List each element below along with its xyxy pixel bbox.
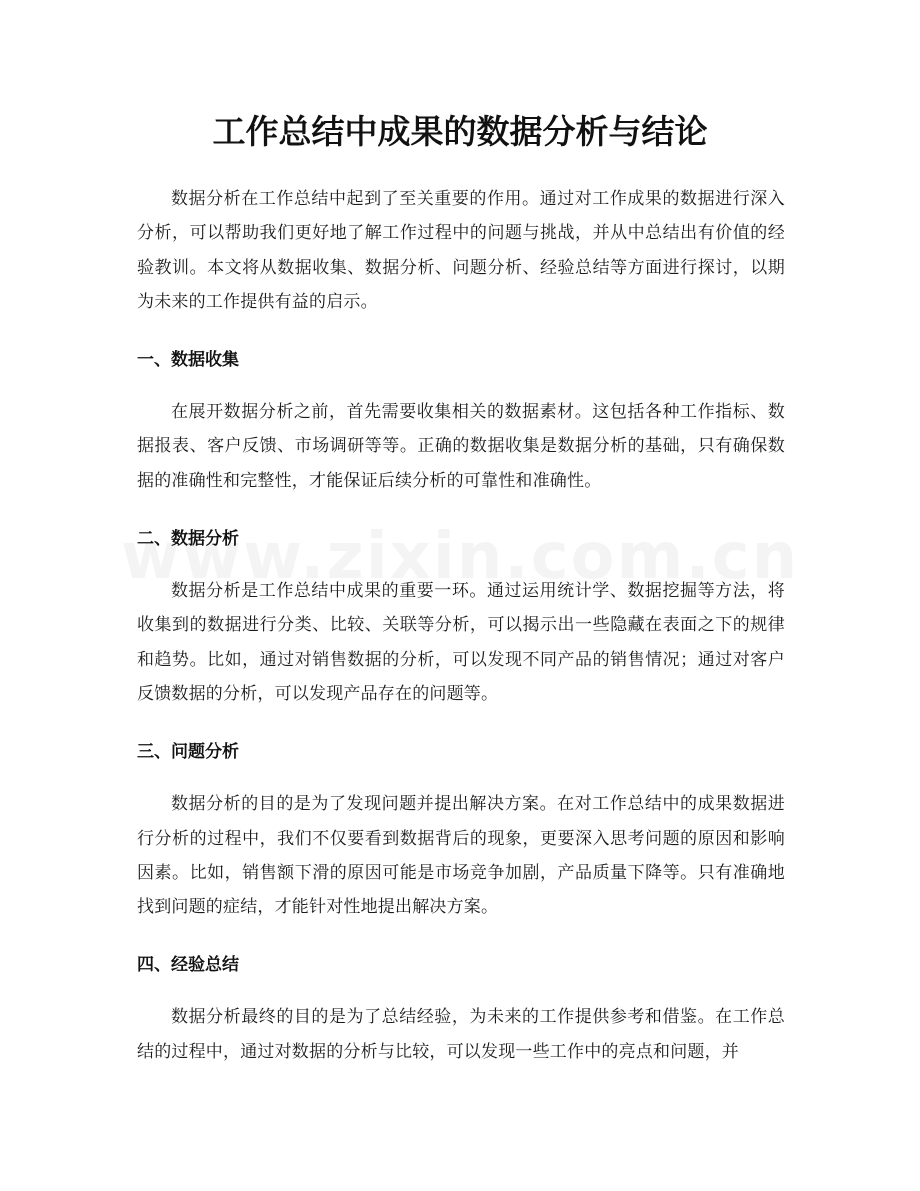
section-body-problem-analysis: 数据分析的目的是为了发现问题并提出解决方案。在对工作总结中的成果数据进行分析的过程中，我们不仅要看到数据背后的现象，更要深入思考问题的原因和影响因素。比如，销售额下滑的原因可能是市场竞争加剧，产品质量下降等。只有准确地找到问题的症结，才能针对性地提出解决方案。 <box>137 794 785 918</box>
section-heading-data-analysis: 二、数据分析 <box>137 529 239 550</box>
section-body-data-collection: 在展开数据分析之前，首先需要收集相关的数据素材。这包括各种工作指标、数据报表、客户反馈、市场调研等等。正确的数据收集是数据分析的基础，只有确保数据的准确性和完整性，才能保证后续分析的可靠性和准确性。 <box>137 402 785 491</box>
section-heading-data-collection: 一、数据收集 <box>137 350 239 371</box>
section-body-experience-summary: 数据分析最终的目的是为了总结经验，为未来的工作提供参考和借鉴。在工作总结的过程中，通过对数据的分析与比较，可以发现一些工作中的亮点和问题，并 <box>137 1007 785 1062</box>
document-body <box>137 182 785 1069</box>
page-title: 工作总结中成果的数据分析与结论 <box>212 112 708 151</box>
intro-paragraph: 数据分析在工作总结中起到了至关重要的作用。通过对工作成果的数据进行深入分析，可以帮助我们更好地了解工作过程中的问题与挑战，并从中总结出有价值的经验教训。本文将从数据收集、数据分析、问题分析、经验总结等方面进行探讨，以期为未来的工作提供有益的启示。 <box>137 189 785 312</box>
section-heading-problem-analysis: 三、问题分析 <box>137 742 239 763</box>
section-body-data-analysis: 数据分析是工作总结中成果的重要一环。通过运用统计学、数据挖掘等方法，将收集到的数据进行分类、比较、关联等分析，可以揭示出一些隐藏在表面之下的规律和趋势。比如，通过对销售数据的分析，可以发现不同产品的销售情况；通过对客户反馈数据的分析，可以发现产品存在的问题等。 <box>137 581 785 704</box>
section-heading-experience-summary: 四、经验总结 <box>137 955 239 976</box>
